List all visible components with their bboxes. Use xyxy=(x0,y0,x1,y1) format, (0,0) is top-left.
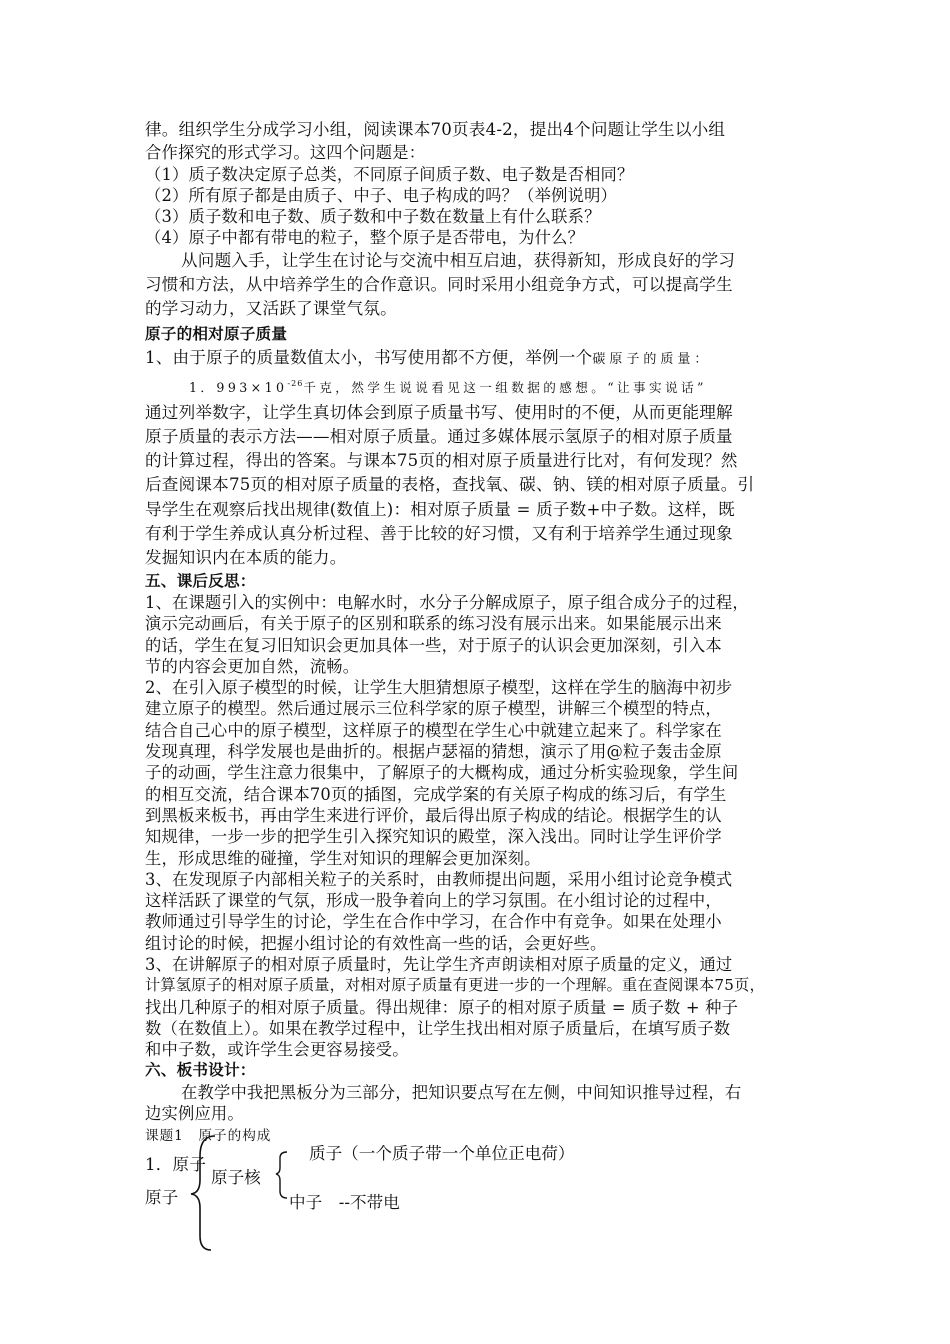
text-line: 知规律，一步一步的把学生引入探究知识的殿堂，深入浅出。同时让学生评价学 xyxy=(145,827,722,847)
section-heading: 五、课后反思： xyxy=(145,571,256,590)
question-item: （4）原子中都有带电的粒子，整个原子是否带电，为什么？ xyxy=(145,228,585,248)
outer-brace xyxy=(191,1136,215,1250)
text-line xyxy=(145,372,809,400)
text-line: 组讨论的时候，把握小组讨论的有效性高一些的话，会更好些。 xyxy=(145,933,607,953)
text-line: 后查阅课本75页的相对原子质量的表格，查找氧、碳、钠、镁的相对原子质量。引 xyxy=(145,475,755,495)
text-line: 3、在讲解原子的相对原子质量时，先让学生齐声朗读相对原子质量的定义，通过 xyxy=(145,954,733,974)
text-line: 的相互交流，结合课本70页的插图，完成学案的有关原子构成的练习后，有学生 xyxy=(145,784,727,804)
text-fragment: 千克，然学生说说看见这一组数据的感想。“让事实说话” xyxy=(303,380,707,396)
text-line: 教师通过引导学生的讨论，学生在合作中学习，在合作中有竞争。如果在处理小 xyxy=(145,912,722,932)
subsection-title: 1．原子 xyxy=(145,1154,207,1174)
text-line: 1、在课题引入的实例中：电解水时，水分子分解成原子，原子组合成分子的过程， xyxy=(145,592,749,612)
inner-brace xyxy=(276,1152,287,1198)
tree-nucleus: 原子核 xyxy=(211,1168,261,1187)
tree-proton: 质子（一个质子带一个单位正电荷） xyxy=(309,1144,575,1163)
text-line: 有利于学生养成认真分析过程、善于比较的好习惯，又有利于培养学生通过现象 xyxy=(145,524,733,544)
tree-root: 原子 xyxy=(145,1188,179,1207)
atom-structure-diagram xyxy=(145,1128,809,1258)
document-body xyxy=(145,118,809,1177)
text-line: 生，形成思维的碰撞，学生对知识的理解会更加深刻。 xyxy=(145,848,541,868)
text-line: 从问题入手，让学生在讨论与交流中相互启迪，获得新知，形成良好的学习 xyxy=(181,250,736,270)
text-line: 发掘知识内在本质的能力。 xyxy=(145,548,347,568)
text-line: 的学习动力，又活跃了课堂气氛。 xyxy=(145,299,397,319)
question-item: （1）质子数决定原子总类，不同原子间质子数、电子数是否相同？ xyxy=(145,164,634,184)
text-line: 建立原子的模型。然后通过展示三位科学家的原子模型，讲解三个模型的特点， xyxy=(145,699,722,719)
text-line: 计算氢原子的相对原子质量，对相对原子质量有更进一步的一个理解。重在查阅课本75页， xyxy=(145,976,765,995)
text-line: 2、在引入原子模型的时候，让学生大胆猜想原子模型，这样在学生的脑海中初步 xyxy=(145,678,733,698)
question-item: （3）质子数和电子数、质子数和中子数在数量上有什么联系？ xyxy=(145,207,601,227)
text-line: 3、在发现原子内部相关粒子的关系时，由教师提出问题，采用小组讨论竞争模式 xyxy=(145,869,733,889)
lesson-title: 课题1 原子的构成 xyxy=(145,1128,272,1145)
mass-exponent: -26 xyxy=(287,379,304,389)
text-line: 在教学中我把黑板分为三部分，把知识要点写在左侧，中间知识推导过程，右 xyxy=(181,1082,742,1102)
text-line: 子的动画，学生注意力很集中，了解原子的大概构成，通过分析实验现象，学生间 xyxy=(145,763,739,783)
text-line: 边实例应用。 xyxy=(145,1104,244,1124)
text-line: 这样活跃了课堂的气氛，形成一股争着向上的学习氛围。在小组讨论的过程中， xyxy=(145,891,722,911)
text-line: 到黑板来板书，再由学生来进行评价，最后得出原子构成的结论。根据学生的认 xyxy=(145,805,722,825)
text-line: 演示完动画后，有关于原子的区别和联系的练习没有展示出来。如果能展示出来 xyxy=(145,614,722,634)
question-item: （2）所有原子都是由质子、中子、电子构成的吗？（举例说明） xyxy=(145,185,618,205)
text-line: 的话，学生在复习旧知识会更加具体一些，对于原子的认识会更加深刻，引入本 xyxy=(145,635,722,655)
text-fragment: 1、由于原子的质量数值太小，书写使用都不方便，举例一个 xyxy=(145,347,593,367)
text-line: 发现真理，科学发展也是曲折的。根据卢瑟福的猜想，演示了用@粒子轰击金原 xyxy=(145,742,722,762)
text-line: 结合自己心中的原子模型，这样原子的模型在学生心中就建立起来了。科学家在 xyxy=(145,720,722,740)
text-line: 数（在数值上）。如果在教学过程中，让学生找出相对原子质量后，在填写质子数 xyxy=(145,1018,731,1038)
text-line: 和中子数，或许学生会更容易接受。 xyxy=(145,1040,409,1060)
tree-neutron: 中子 --不带电 xyxy=(289,1193,400,1212)
text-line: 通过列举数字，让学生真切体会到原子质量书写、使用时的不便，从而更能理解 xyxy=(145,402,733,422)
text-line: 的计算过程，得出的答案。与课本75页的相对原子质量进行比对，有何发现？然 xyxy=(145,451,738,471)
text-line: 合作探究的形式学习。这四个问题是： xyxy=(145,143,426,163)
section-heading: 原子的相对原子质量 xyxy=(145,324,288,343)
text-line: 原子质量的表示方法——相对原子质量。通过多媒体展示氢原子的相对原子质量 xyxy=(145,426,733,446)
text-fragment: 碳原子的质量： xyxy=(592,351,712,367)
text-line: 找出几种原子的相对原子质量。得出规律：原子的相对原子质量 = 质子数 + 种子 xyxy=(145,997,739,1017)
text-line: 律。组织学生分成学习小组，阅读课本70页表4-2，提出4个问题让学生以小组 xyxy=(145,120,726,139)
text-line xyxy=(145,346,809,372)
text-line: 节的内容会更加自然，流畅。 xyxy=(145,656,360,676)
section-heading: 六、板书设计： xyxy=(145,1061,256,1080)
mass-number: 1．993×10 xyxy=(189,380,288,396)
text-line: 习惯和方法，从中培养学生的合作意识。同时采用小组竞争方式，可以提高学生 xyxy=(145,275,733,295)
text-line: 导学生在观察后找出规律(数值上)：相对原子质量 = 质子数+中子数。这样，既 xyxy=(145,499,735,519)
